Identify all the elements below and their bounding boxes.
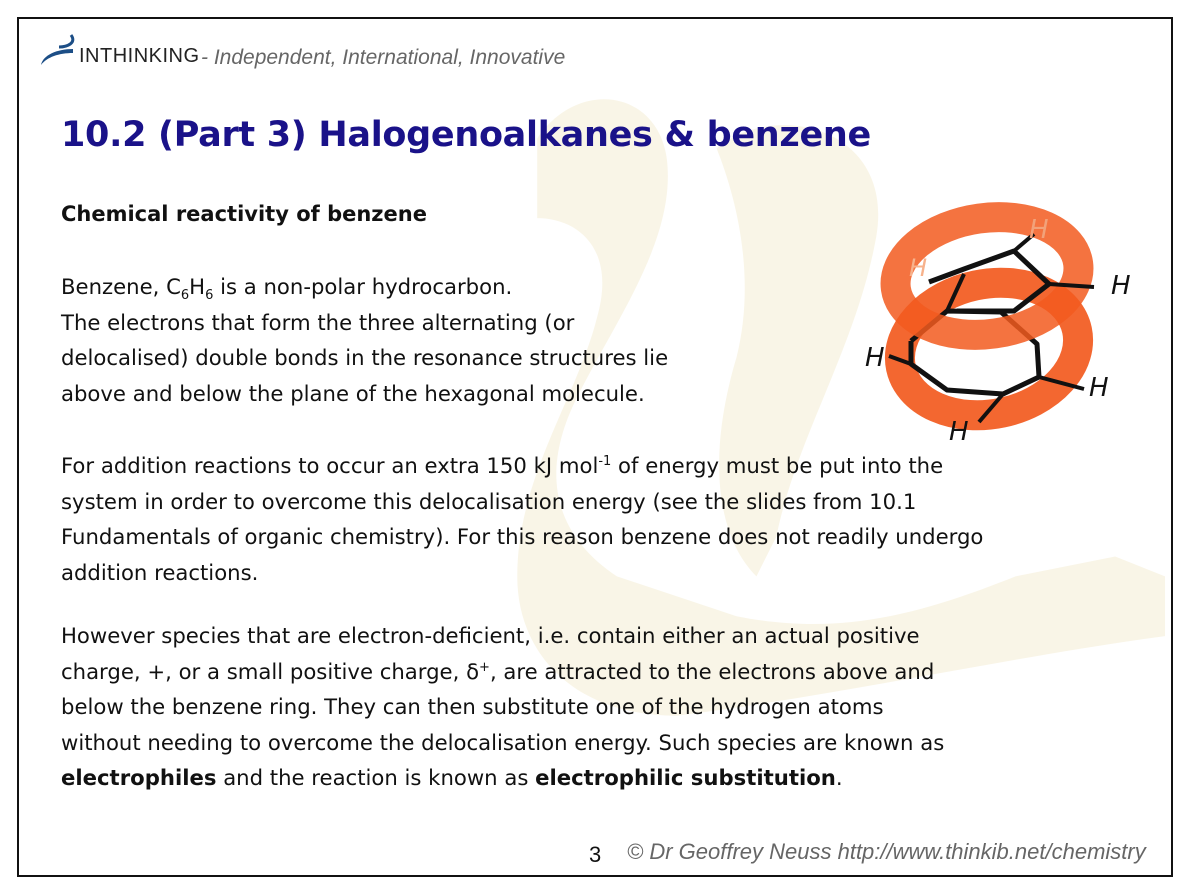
text-line: delocalised) double bonds in the resonance structures lie: [61, 345, 669, 370]
slide-frame: [17, 17, 1173, 877]
hydrogen-label: H: [1089, 373, 1109, 403]
section-heading: Chemical reactivity of benzene: [61, 202, 427, 226]
term-electrophilic-substitution: electrophilic substitution: [535, 765, 836, 790]
text-line: without needing to overcome the delocalisation energy. Such species are known as: [61, 729, 945, 755]
hydrogen-label: H: [949, 417, 969, 447]
text-line: below the benzene ring. They can then substitute one of the hydrogen atoms: [61, 694, 884, 719]
term-electrophiles: electrophiles: [61, 765, 217, 790]
text-line: charge, +, or a small positive charge, δ+, are attracted to the electrons above and: [61, 658, 935, 684]
paragraph-benzene-intro: [61, 269, 781, 411]
hydrogen-label: H: [1111, 271, 1131, 301]
logo-swoosh-icon: [37, 29, 77, 73]
text-line: above and below the plane of the hexagonal molecule.: [61, 380, 645, 406]
inthinking-logo: [37, 29, 200, 73]
text-line: Fundamentals of organic chemistry). For this reason benzene does not readily undergo: [61, 524, 984, 549]
text-line: addition reactions.: [61, 559, 259, 585]
text-line: For addition reactions to occur an extra 150 kJ mol$^{-1}$ of energy must be put into the: [61, 453, 944, 478]
benzene-pi-orbital-diagram: [839, 194, 1139, 449]
slide-title: 10.2 (Part 3) Halogenoalkanes & benzene: [61, 115, 871, 155]
hydrogen-label: H: [1029, 215, 1049, 245]
text-line: system in order to overcome this delocalisation energy (see the slides from 10.1: [61, 488, 917, 514]
tagline: - Independent, International, Innovative: [201, 46, 566, 69]
page-number: 3: [589, 842, 602, 867]
hydrogen-label: H: [909, 254, 928, 282]
text-line: The electrons that form the three alternating (or: [61, 309, 575, 335]
footer-credit: © Dr Geoffrey Neuss http://www.thinkib.net/chemistry: [627, 839, 1146, 864]
hydrogen-label: H: [865, 343, 885, 373]
text-line: Benzene, $C_6H_6$ is a non-polar hydrocarbon.: [61, 274, 513, 304]
text-line: electrophiles and the reaction is known as electrophilic substitution.: [61, 765, 843, 790]
text-line: However species that are electron-deficient, i.e. contain either an actual positive: [61, 623, 920, 648]
logo-text: INTHINKING: [79, 44, 200, 67]
paragraph-addition-reactions: [61, 448, 1151, 590]
paragraph-electrophiles: [61, 618, 1151, 796]
